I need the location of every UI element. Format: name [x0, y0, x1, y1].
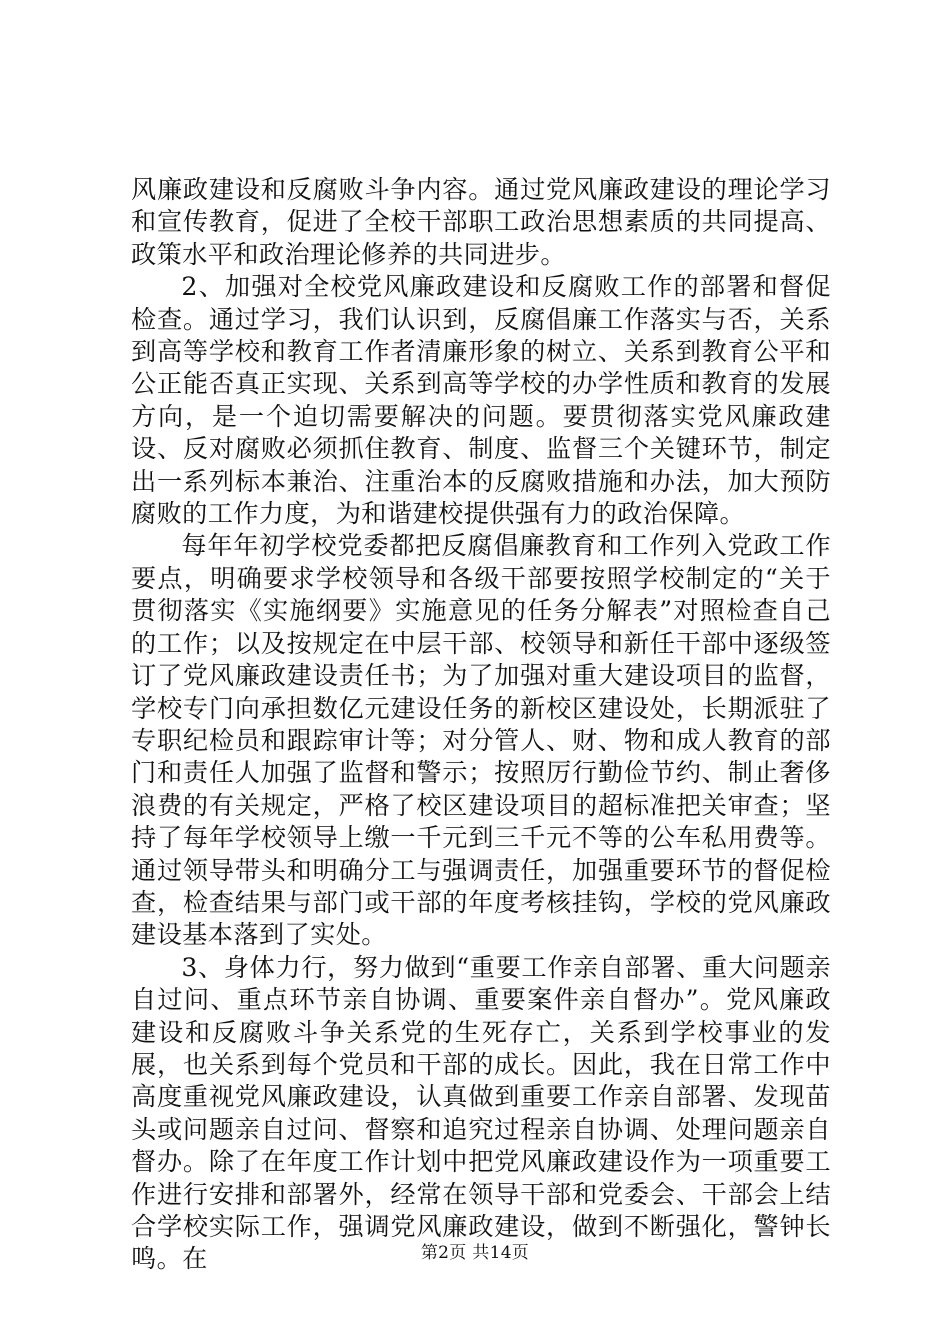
- paragraph-4: 3、身体力行，努力做到“重要工作亲自部署、重大问题亲自过问、重点环节亲自协调、重要案件亲自督办”。党风廉政建设和反腐败斗争关系党的生死存亡，关系到学校事业的发展，也关系到每个党员和干部的成长。因此，我在日常工作中高度重视党风廉政建设，认真做到重要工作亲自部署、发现苗头或问题亲自过问、督察和追究过程亲自协调、处理问题亲自督办。除了在年度工作计划中把党风廉政建设作为一项重要工作进行安排和部署外，经常在领导干部和党委会、干部会上结合学校实际工作，强调党风廉政建设，做到不断强化，警钟长鸣。在: [131, 952, 831, 1274]
- paragraph-1: 风廉政建设和反腐败斗争内容。通过党风廉政建设的理论学习和宣传教育，促进了全校干部职工政治思想素质的共同提高、政策水平和政治理论修养的共同进步。: [131, 175, 831, 269]
- paragraph-3: 每年年初学校党委都把反腐倡廉教育和工作列入党政工作要点，明确要求学校领导和各级干部要按照学校制定的“关于贯彻落实《实施纲要》实施意见的任务分解表”对照检查自己的工作；以及按规定在中层干部、校领导和新任干部中逐级签订了党风廉政建设责任书；为了加强对重大建设项目的监督，学校专门向承担数亿元建设任务的新校区建设处，长期派驻了专职纪检员和跟踪审计等；对分管人、财、物和成人教育的部门和责任人加强了监督和警示；按照厉行勤俭节约、制止奢侈浪费的有关规定，严格了校区建设项目的超标准把关审查；坚持了每年学校领导上缴一千元到三千元不等的公车私用费等。通过领导带头和明确分工与强调责任，加强重要环节的督促检查，检查结果与部门或干部的年度考核挂钩，学校的党风廉政建设基本落到了实处。: [131, 531, 831, 950]
- paragraph-2: 2、加强对全校党风廉政建设和反腐败工作的部署和督促检查。通过学习，我们认识到，反腐倡廉工作落实与否，关系到高等学校和教育工作者清廉形象的树立、关系到教育公平和公正能否真正实现、关系到高等学校的办学性质和教育的发展方向，是一个迫切需要解决的问题。要贯彻落实党风廉政建设、反对腐败必须抓住教育、制度、监督三个关键环节，制定出一系列标本兼治、注重治本的反腐败措施和办法，加大预防腐败的工作力度，为和谐建校提供强有力的政治保障。: [131, 272, 831, 529]
- page-footer: 第2页 共14页: [420, 1243, 530, 1263]
- document-body: [131, 174, 831, 1276]
